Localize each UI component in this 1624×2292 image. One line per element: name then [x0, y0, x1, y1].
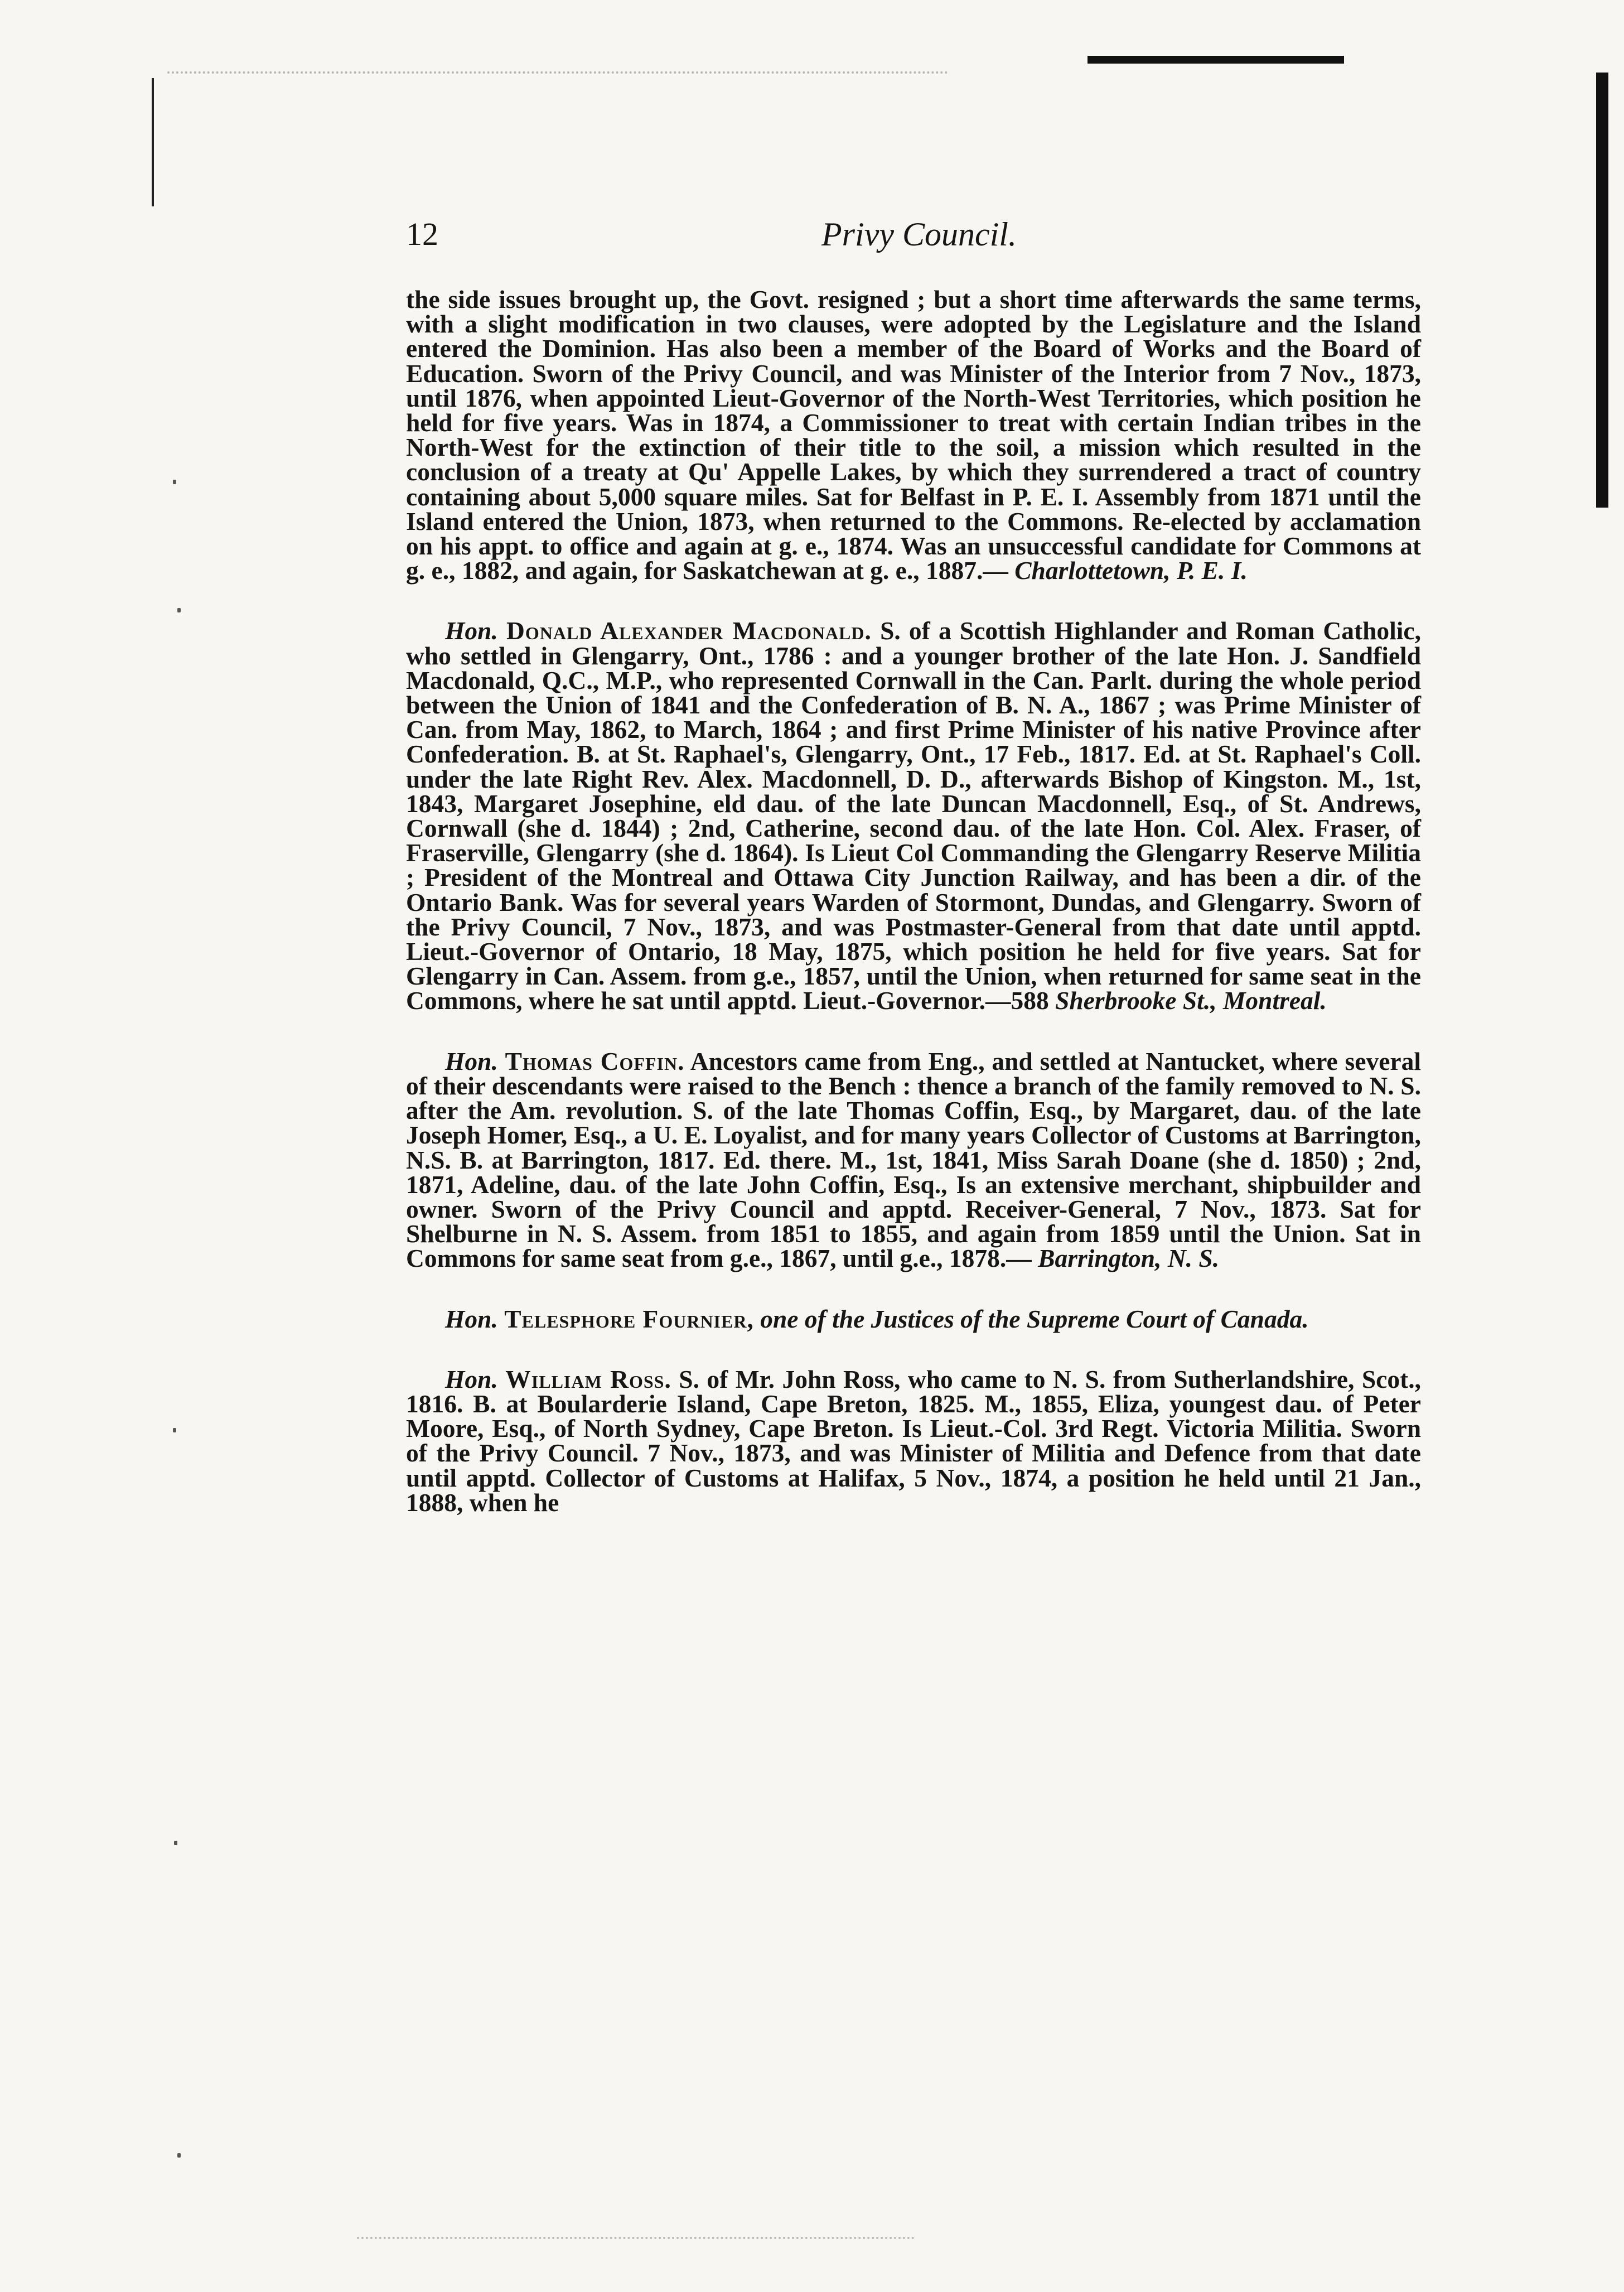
entry-name: Thomas Coffin.: [505, 1046, 685, 1075]
scan-speck: [177, 608, 181, 612]
entry-text: the side issues brought up, the Govt. resigned ; but a short time afterwards the same terms, with a slight modification in two clauses, were adopted by the Legislature and the Island entered the Dominion. Has also been a member of the Board of Works and the Board of Education. Sworn of the Privy Council, and was Minister of the Interior from 7 Nov., 1873, until 1876, when appointed Lieut-Governor of the North-West Territories, which position he held for five years. Was in 1874, a Commissioner to treat with certain Indian tribes in the North-West for the extinction of their title to the soil, a mission which resulted in the conclusion of a treaty at Qu' Appelle Lakes, by which they surrendered a tract of country containing about 5,000 square miles. Sat for Belfast in P. E. I. Assembly from 1871 until the Island entered the Union, 1873, when returned to the Commons. Re-elected by acclamation on his appt. to office and again at g. e., 1874. Was an unsuccessful candidate for Commons at g. e., 1882, and again, for Saskatchewan at g. e., 1887.—: [406, 285, 1421, 585]
scan-mark-left: [152, 78, 154, 206]
scan-speck: [173, 1428, 176, 1432]
entry-name: Telesphore Fournier,: [504, 1304, 754, 1333]
running-head: [406, 212, 1432, 262]
running-title: Privy Council.: [821, 216, 1017, 253]
entry-macdonald: [406, 616, 1422, 1015]
entry-coffin: [406, 1046, 1421, 1273]
entry-name: Donald Alexander Macdonald.: [506, 616, 872, 645]
entry-residence: Barrington, N. S.: [1038, 1244, 1220, 1273]
entry-residence: Charlottetown, P. E. I.: [1014, 556, 1248, 585]
text-column: [406, 287, 1421, 1551]
entry-honorific: Hon.: [445, 1046, 498, 1075]
scan-edge-dots-bottom: [357, 2237, 915, 2239]
scan-mark-right: [1596, 73, 1608, 508]
scan-speck: [174, 1841, 177, 1845]
entry-text: S. of Mr. John Ross, who came to N. S. from Sutherlandshire, Scot., 1816. B. at Boularderie Island, Cape Breton, 1825. M., 1855, Eliza, youngest dau. of Peter Moore, Esq., of North Sydney, Cape Breton. Is Lieut.-Col. 3rd Regt. Victoria Militia. Sworn of the Privy Council. 7 Nov., 1873, and was Minister of Militia and Defence from that date until apptd. Collector of Customs at Halifax, 5 Nov., 1874, a position he held until 21 Jan., 1888, when he: [406, 1364, 1422, 1517]
entry-honorific: Hon.: [445, 1304, 498, 1333]
scan-speck: [177, 2153, 181, 2158]
scan-mark-top: [1088, 56, 1344, 64]
entry-continuation: [406, 287, 1421, 583]
entry-ross: [406, 1364, 1422, 1517]
entry-residence: Sherbrooke St., Montreal.: [1055, 986, 1327, 1015]
entry-honorific: Hon.: [445, 1364, 498, 1393]
scan-edge-dots-top: [167, 71, 948, 74]
entry-text: one of the Justices of the Supreme Court of Canada.: [760, 1304, 1309, 1333]
page-number: 12: [406, 216, 438, 252]
entry-honorific: Hon.: [445, 616, 498, 645]
entry-text: Ancestors came from Eng., and settled at Nantucket, where several of their descendants were raised to the Bench : thence a branch of the family removed to N. S. after the Am. revolution. S. of the late Thomas Coffin, Esq., by Margaret, dau. of the late Joseph Homer, Esq., a U. E. Loyalist, and for many years Collector of Customs at Barrington, N.S. B. at Barrington, 1817. Ed. there. M., 1st, 1841, Miss Sarah Doane (she d. 1850) ; 2nd, 1871, Adeline, dau. of the late John Coffin, Esq., Is an extensive merchant, shipbuilder and owner. Sworn of the Privy Council and apptd. Receiver-General, 7 Nov., 1873. Sat for Shelburne in N. S. Assem. from 1851 to 1855, and again from 1859 until the Union. Sat in Commons for same seat from g.e., 1867, until g.e., 1878.—: [406, 1046, 1421, 1273]
entry-name: William Ross.: [505, 1364, 671, 1393]
entry-fournier: [406, 1304, 1421, 1333]
scan-speck: [173, 480, 176, 484]
entry-text: S. of a Scottish Highlander and Roman Catholic, who settled in Glengarry, Ont., 1786 : and a younger brother of the late Hon. J. Sandfield Macdonald, Q.C., M.P., who represented Cornwall in the Can. Parlt. during the whole period between the Union of 1841 and the Confederation of B. N. A., 1867 ; was Prime Minister of Can. from May, 1862, to March, 1864 ; and first Prime Minister of his native Province after Confederation. B. at St. Raphael's, Glengarry, Ont., 17 Feb., 1817. Ed. at St. Raphael's Coll. under the late Right Rev. Alex. Macdonnell, D. D., afterwards Bishop of Kingston. M., 1st, 1843, Margaret Josephine, eld dau. of the late Duncan Macdonnell, Esq., of St. Andrews, Cornwall (she d. 1844) ; 2nd, Catherine, second dau. of the late Hon. Col. Alex. Fraser, of Fraserville, Glengarry (she d. 1864). Is Lieut Col Commanding the Glengarry Reserve Militia ; President of the Montreal and Ottawa City Junction Railway, and has been a dir. of the Ontario Bank. Was for several years Warden of Stormont, Dundas, and Glengarry. Sworn of the Privy Council, 7 Nov., 1873, and was Postmaster-General from that date until apptd. Lieut.-Governor of Ontario, 18 May, 1875, which position he held for five years. Sat for Glengarry in Can. Assem. from g.e., 1857, until the Union, when returned for same seat in the Commons, where he sat until apptd. Lieut.-Governor.—588: [406, 616, 1422, 1015]
